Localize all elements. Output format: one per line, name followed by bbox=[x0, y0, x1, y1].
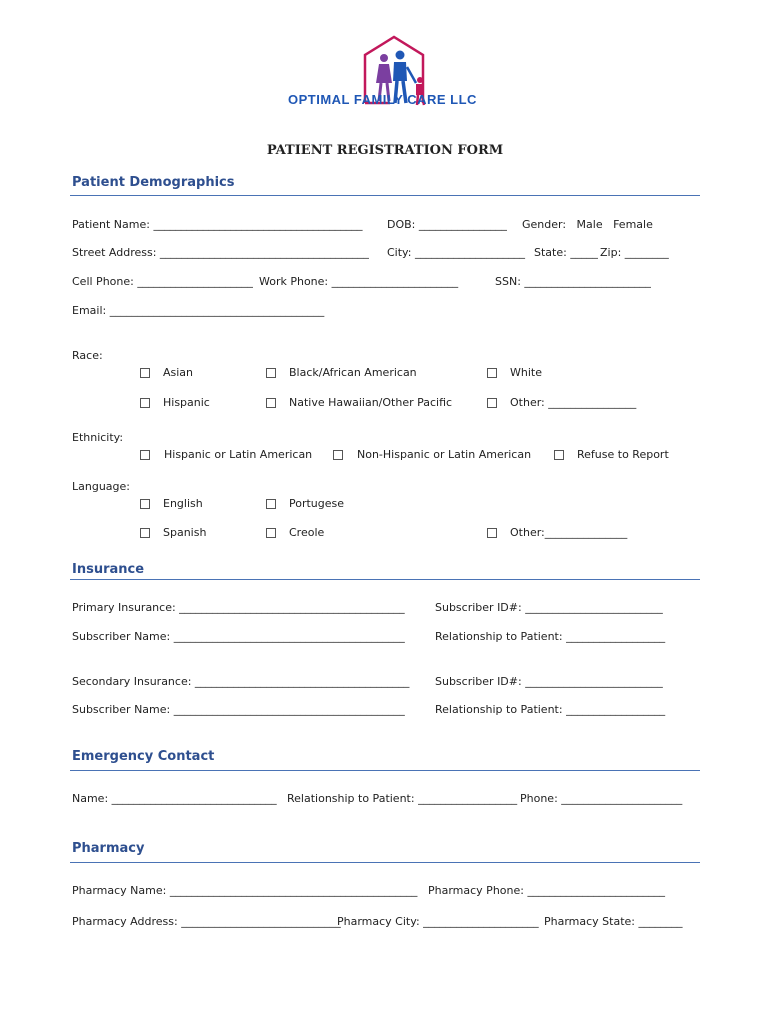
work-phone-field[interactable]: Work Phone: _______________________ bbox=[259, 275, 459, 288]
gender-field[interactable]: Gender: Male Female bbox=[522, 218, 653, 231]
patient-name-field[interactable]: Patient Name: ______________________________________ bbox=[72, 218, 363, 231]
race-black-checkbox[interactable] bbox=[266, 368, 276, 378]
language-label: Language: bbox=[72, 480, 130, 493]
language-portugese-checkbox[interactable] bbox=[266, 499, 276, 509]
race-option-label: Asian bbox=[163, 366, 194, 379]
section-rule bbox=[70, 195, 700, 196]
race-option-label: Native Hawaiian/Other Pacific bbox=[289, 396, 453, 409]
pharmacy-name-field[interactable]: Pharmacy Name: _____________________________________________ bbox=[72, 884, 418, 897]
zip-field[interactable]: Zip: ________ bbox=[600, 246, 669, 259]
section-heading-demographics: Patient Demographics bbox=[72, 175, 235, 190]
ethnicity-non-hispanic-checkbox[interactable] bbox=[333, 450, 343, 460]
secondary-subscriber-name-field[interactable]: Subscriber Name: __________________________________________ bbox=[72, 703, 405, 716]
language-option-label: English bbox=[163, 497, 203, 510]
emergency-name-field[interactable]: Name: ______________________________ bbox=[72, 792, 277, 805]
ssn-field[interactable]: SSN: _______________________ bbox=[495, 275, 651, 288]
pharmacy-phone-field[interactable]: Pharmacy Phone: _________________________ bbox=[428, 884, 665, 897]
race-white-checkbox[interactable] bbox=[487, 368, 497, 378]
race-label: Race: bbox=[72, 349, 103, 362]
pharmacy-state-field[interactable]: Pharmacy State: ________ bbox=[544, 915, 683, 928]
race-hawaiian-checkbox[interactable] bbox=[266, 398, 276, 408]
secondary-subscriber-id-field[interactable]: Subscriber ID#: _________________________ bbox=[435, 675, 663, 688]
street-address-field[interactable]: Street Address: ______________________________________ bbox=[72, 246, 369, 259]
race-asian-checkbox[interactable] bbox=[140, 368, 150, 378]
language-other-checkbox[interactable] bbox=[487, 528, 497, 538]
language-option-label: Portugese bbox=[289, 497, 345, 510]
language-spanish-checkbox[interactable] bbox=[140, 528, 150, 538]
state-field[interactable]: State: _____ bbox=[534, 246, 598, 259]
emergency-relationship-field[interactable]: Relationship to Patient: __________________ bbox=[287, 792, 518, 805]
race-hispanic-checkbox[interactable] bbox=[140, 398, 150, 408]
language-option-label: Creole bbox=[289, 526, 325, 539]
ethnicity-label: Ethnicity: bbox=[72, 431, 124, 444]
section-rule bbox=[70, 579, 700, 580]
race-option-label: Black/African American bbox=[289, 366, 417, 379]
race-option-label: Hispanic bbox=[163, 396, 210, 409]
race-option-label: White bbox=[510, 366, 542, 379]
race-other-checkbox[interactable] bbox=[487, 398, 497, 408]
ethnicity-option-label: Refuse to Report bbox=[577, 448, 669, 461]
section-rule bbox=[70, 770, 700, 771]
dob-field[interactable]: DOB: ________________ bbox=[387, 218, 507, 231]
section-heading-emergency: Emergency Contact bbox=[72, 749, 215, 764]
email-field[interactable]: Email: _______________________________________ bbox=[72, 304, 325, 317]
form-title: PATIENT REGISTRATION FORM bbox=[266, 143, 504, 158]
pharmacy-city-field[interactable]: Pharmacy City: _____________________ bbox=[337, 915, 539, 928]
primary-subscriber-id-field[interactable]: Subscriber ID#: _________________________ bbox=[435, 601, 663, 614]
pharmacy-address-field[interactable]: Pharmacy Address: _____________________________ bbox=[72, 915, 341, 928]
primary-insurance-field[interactable]: Primary Insurance: _________________________________________ bbox=[72, 601, 405, 614]
company-logo bbox=[350, 16, 420, 88]
company-name: OPTIMAL FAMILY CARE LLC bbox=[288, 92, 477, 107]
city-field[interactable]: City: ____________________ bbox=[387, 246, 525, 259]
ethnicity-hispanic-checkbox[interactable] bbox=[140, 450, 150, 460]
section-rule bbox=[70, 862, 700, 863]
language-option-label: Spanish bbox=[163, 526, 207, 539]
section-heading-pharmacy: Pharmacy bbox=[72, 841, 145, 856]
section-heading-insurance: Insurance bbox=[72, 562, 145, 577]
language-other-field[interactable]: Other:_______________ bbox=[510, 526, 628, 539]
emergency-phone-field[interactable]: Phone: ______________________ bbox=[520, 792, 683, 805]
primary-relationship-field[interactable]: Relationship to Patient: __________________ bbox=[435, 630, 666, 643]
ethnicity-option-label: Non-Hispanic or Latin American bbox=[357, 448, 532, 461]
language-creole-checkbox[interactable] bbox=[266, 528, 276, 538]
secondary-relationship-field[interactable]: Relationship to Patient: __________________ bbox=[435, 703, 666, 716]
language-english-checkbox[interactable] bbox=[140, 499, 150, 509]
race-other-field[interactable]: Other: ________________ bbox=[510, 396, 637, 409]
ethnicity-refuse-checkbox[interactable] bbox=[554, 450, 564, 460]
cell-phone-field[interactable]: Cell Phone: _____________________ bbox=[72, 275, 253, 288]
ethnicity-option-label: Hispanic or Latin American bbox=[164, 448, 313, 461]
secondary-insurance-field[interactable]: Secondary Insurance: _______________________________________ bbox=[72, 675, 410, 688]
primary-subscriber-name-field[interactable]: Subscriber Name: __________________________________________ bbox=[72, 630, 405, 643]
